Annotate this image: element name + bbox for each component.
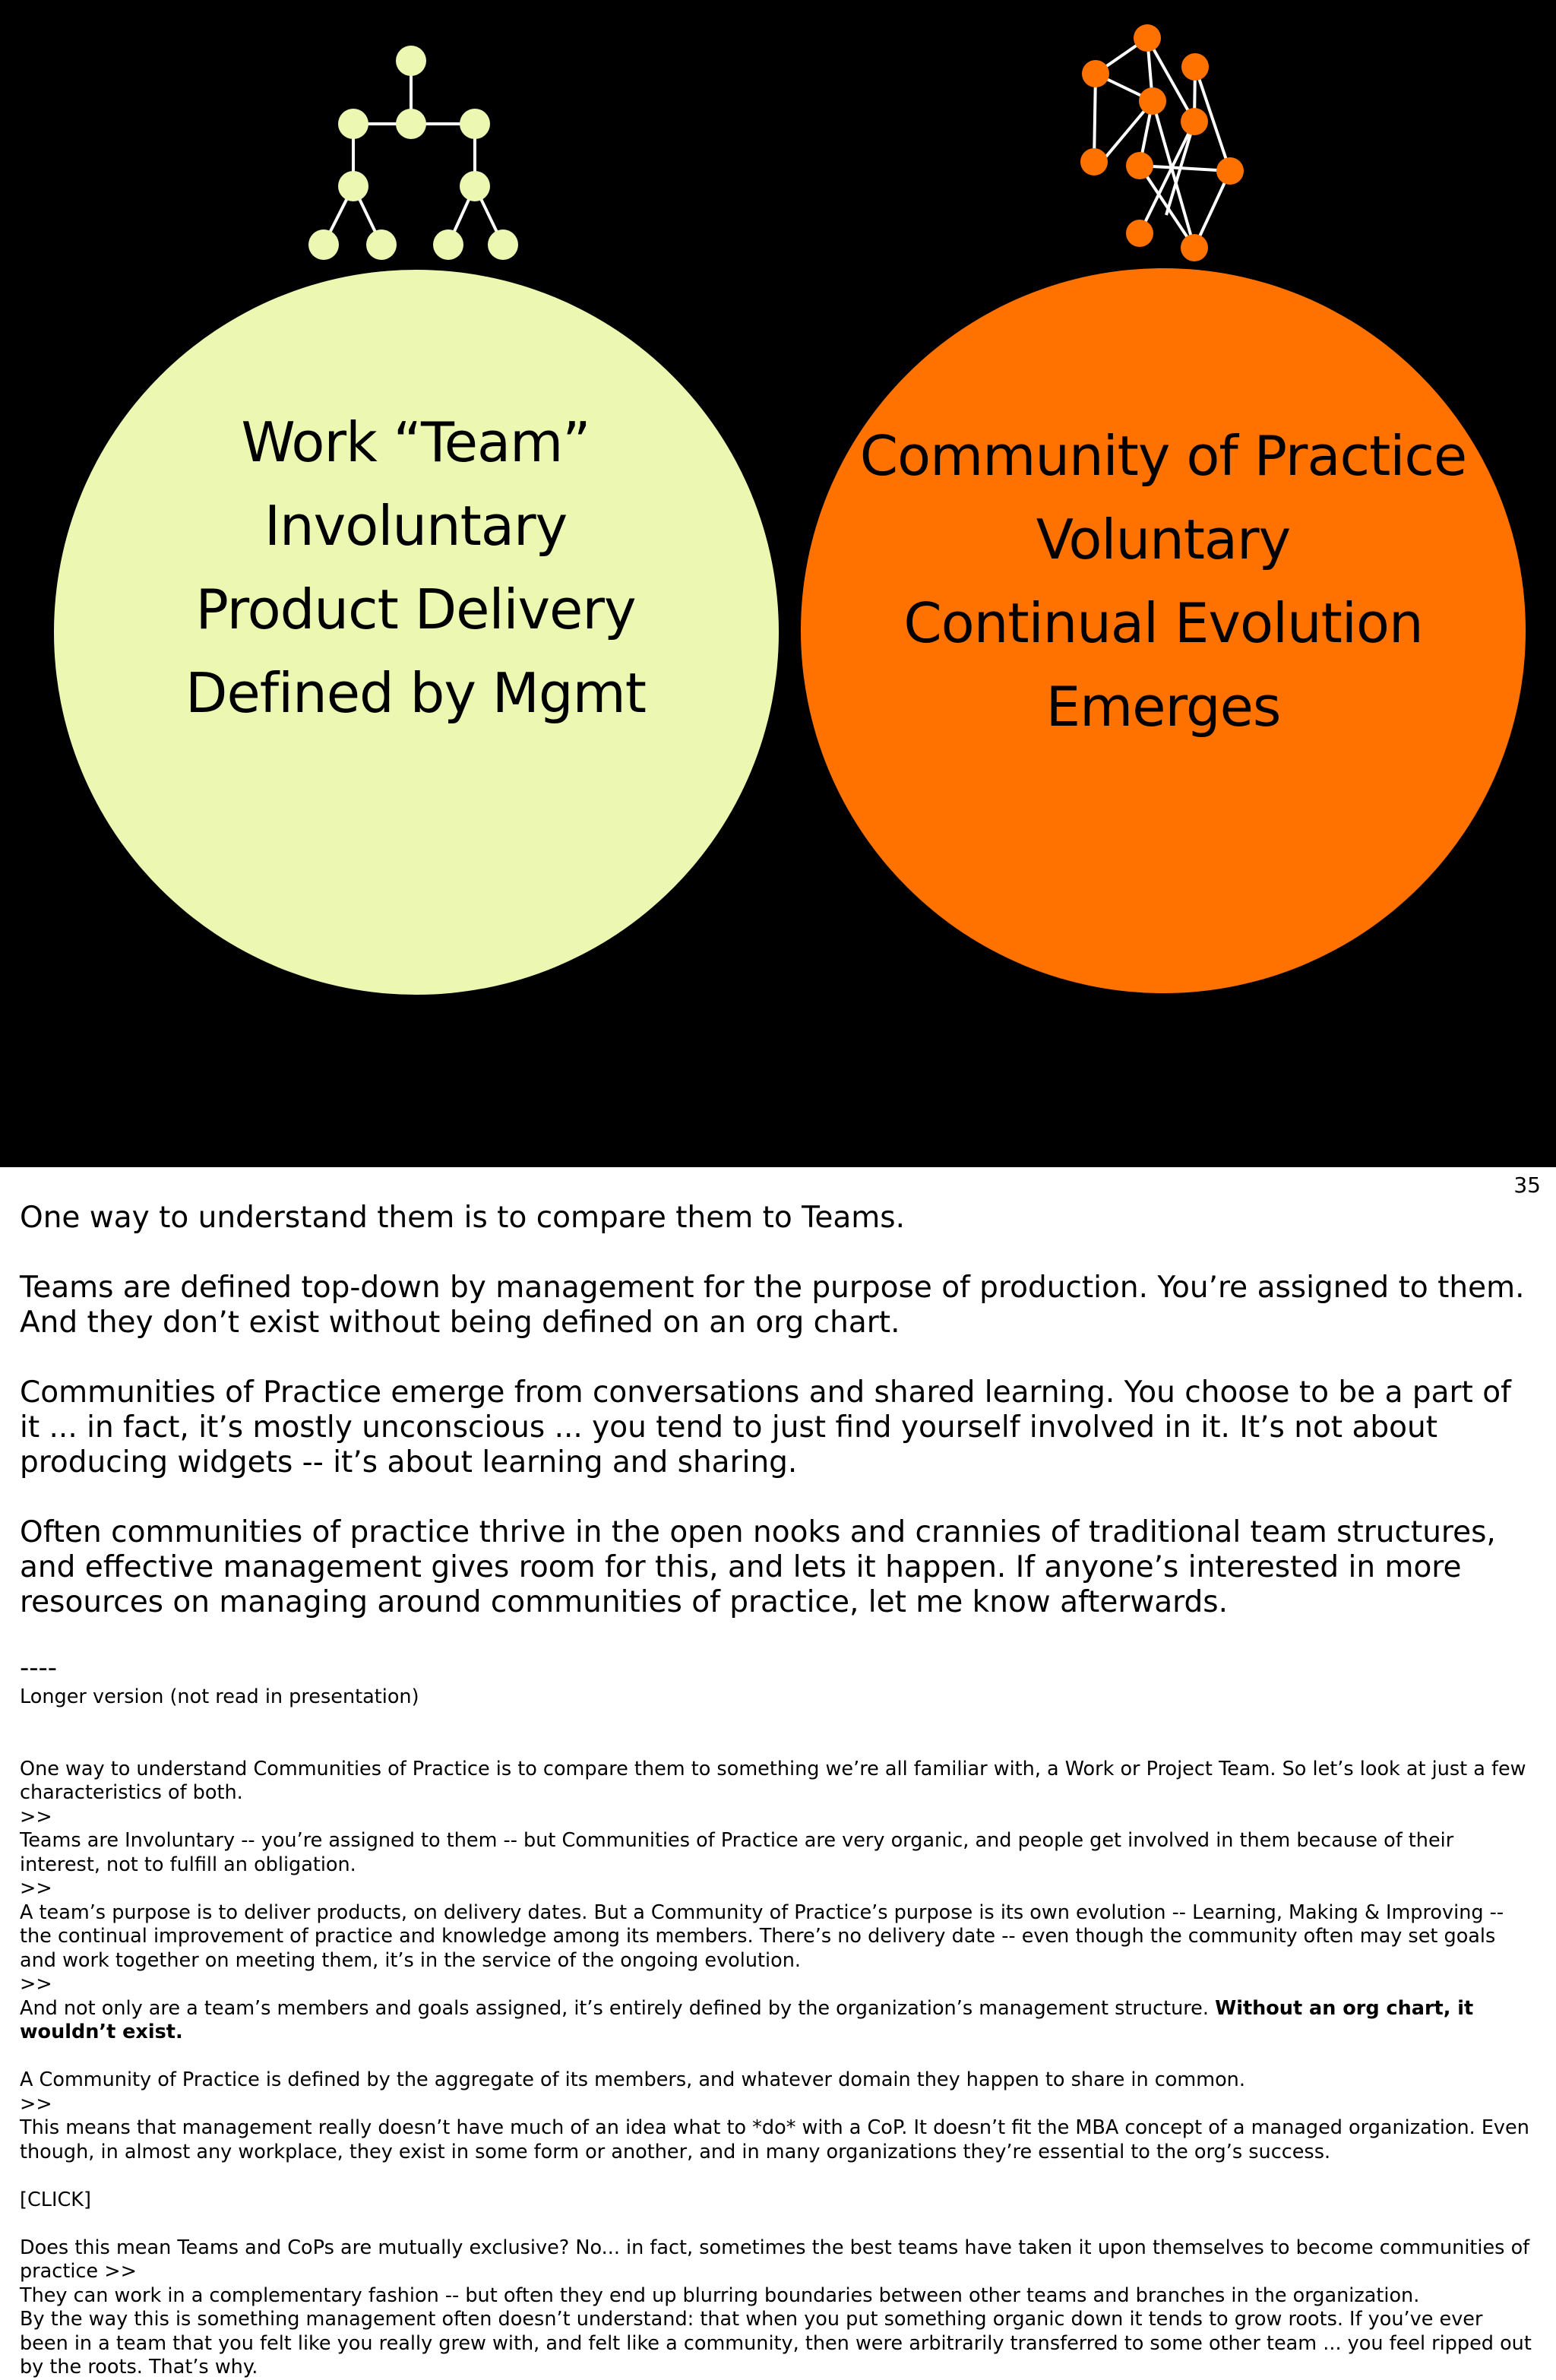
team-line-2: Product Delivery — [195, 578, 636, 641]
notes-paragraph: One way to understand them is to compare them to Teams. — [20, 1201, 905, 1235]
slide — [0, 0, 1556, 1167]
separator: ---- — [20, 1653, 58, 1683]
speaker-notes — [20, 1201, 1535, 2380]
org-chart-bold: Without an org chart, it wouldn’t exist. — [20, 1996, 1474, 2043]
notes-paragraph: Often communities of practice thrive in the open nooks and crannies of traditional team structures, and effective management gives room for this, and lets it happen. If anyone’s interested in more resources on managing around communities of practice, let me know afterwards. — [20, 1515, 1496, 1619]
team-circle-text — [55, 400, 776, 735]
team-line-3: Defined by Mgmt — [185, 661, 646, 725]
cop-heading: Community of Practice — [859, 424, 1467, 488]
org-chart-sentence: And not only are a team’s members and goals assigned, it’s entirely defined by the organization’s management structure. — [20, 1996, 1216, 2020]
notes-paragraph: Teams are defined top-down by management for the purpose of production. You’re assigned to them. And they don’t exist without being defined on an org chart. — [20, 1271, 1525, 1340]
complementary-paragraph: They can work in a complementary fashion -- but often they end up blurring boundaries between other teams and branches in the organization. — [20, 2283, 1420, 2307]
longer-paragraph: One way to understand Communities of Practice is to compare them to something we’re all familiar with, a Work or Project Team. So let’s look at just a few characteristics of both. — [20, 1757, 1526, 1804]
longer-arrows: >> — [20, 2092, 52, 2116]
roots-paragraph: By the way this is something management often doesn’t understand: that when you put something organic down it tends to grow roots. If you’ve ever been in a team that you felt like you really grew with, and felt like a community, then were arbitrarily transferred to some other team ... you feel ripped out by the roots. That’s why. — [20, 2308, 1532, 2378]
notes-paragraph: Communities of Practice emerge from conversations and shared learning. You choose to be a part of it ... in fact, it’s mostly unconscious ... you tend to just find yourself involved in it. It’s not about producing widgets -- it’s about learning and sharing. — [20, 1375, 1511, 1480]
mba-paragraph: This means that management really doesn’t have much of an idea what to *do* with a CoP. It doesn’t fit the MBA concept of a managed organization. Even though, in almost any workplace, they exist in some form or another, and in many organizations they’re essential to the org’s success. — [20, 2116, 1529, 2163]
page-number: 35 — [1513, 1173, 1541, 1198]
longer-version-label: Longer version (not read in presentation) — [20, 1685, 419, 1708]
cop-line-2: Continual Evolution — [903, 591, 1423, 655]
longer-arrows: >> — [20, 1805, 52, 1828]
cop-circle-text — [802, 414, 1524, 748]
org-chart-icon — [308, 46, 518, 260]
cop-line-3: Emerges — [1045, 675, 1281, 739]
longer-arrows: >> — [20, 1973, 52, 1995]
aggregate-paragraph: A Community of Practice is defined by the aggregate of its members, and whatever domain they happen to share in common. — [20, 2068, 1245, 2091]
longer-arrows: >> — [20, 1877, 52, 1900]
longer-paragraph: A team’s purpose is to deliver products, on delivery dates. But a Community of Practice’s purpose is its own evolution -- Learning, Making & Improving -- the continual improvement of practice and knowledge among its members. There’s no delivery date -- even though the community often may set goals and work together on meeting them, it’s in the service of the ongoing evolution. — [20, 1901, 1504, 1972]
network-graph-icon — [1080, 24, 1244, 261]
org-chart-paragraph — [20, 1997, 1535, 2045]
cop-line-1: Voluntary — [1036, 508, 1291, 571]
longer-paragraph: Teams are Involuntary -- you’re assigned to them -- but Communities of Practice are very organic, and people get involved in them because of their interest, not to fulfill an obligation. — [20, 1829, 1454, 1876]
click-marker: [CLICK] — [20, 2188, 91, 2211]
team-line-1: Involuntary — [264, 494, 568, 558]
team-heading: Work “Team” — [241, 410, 590, 474]
exclusive-paragraph: Does this mean Teams and CoPs are mutually exclusive? No... in fact, sometimes the best teams have taken it upon themselves to become communities of practice >> — [20, 2236, 1530, 2283]
